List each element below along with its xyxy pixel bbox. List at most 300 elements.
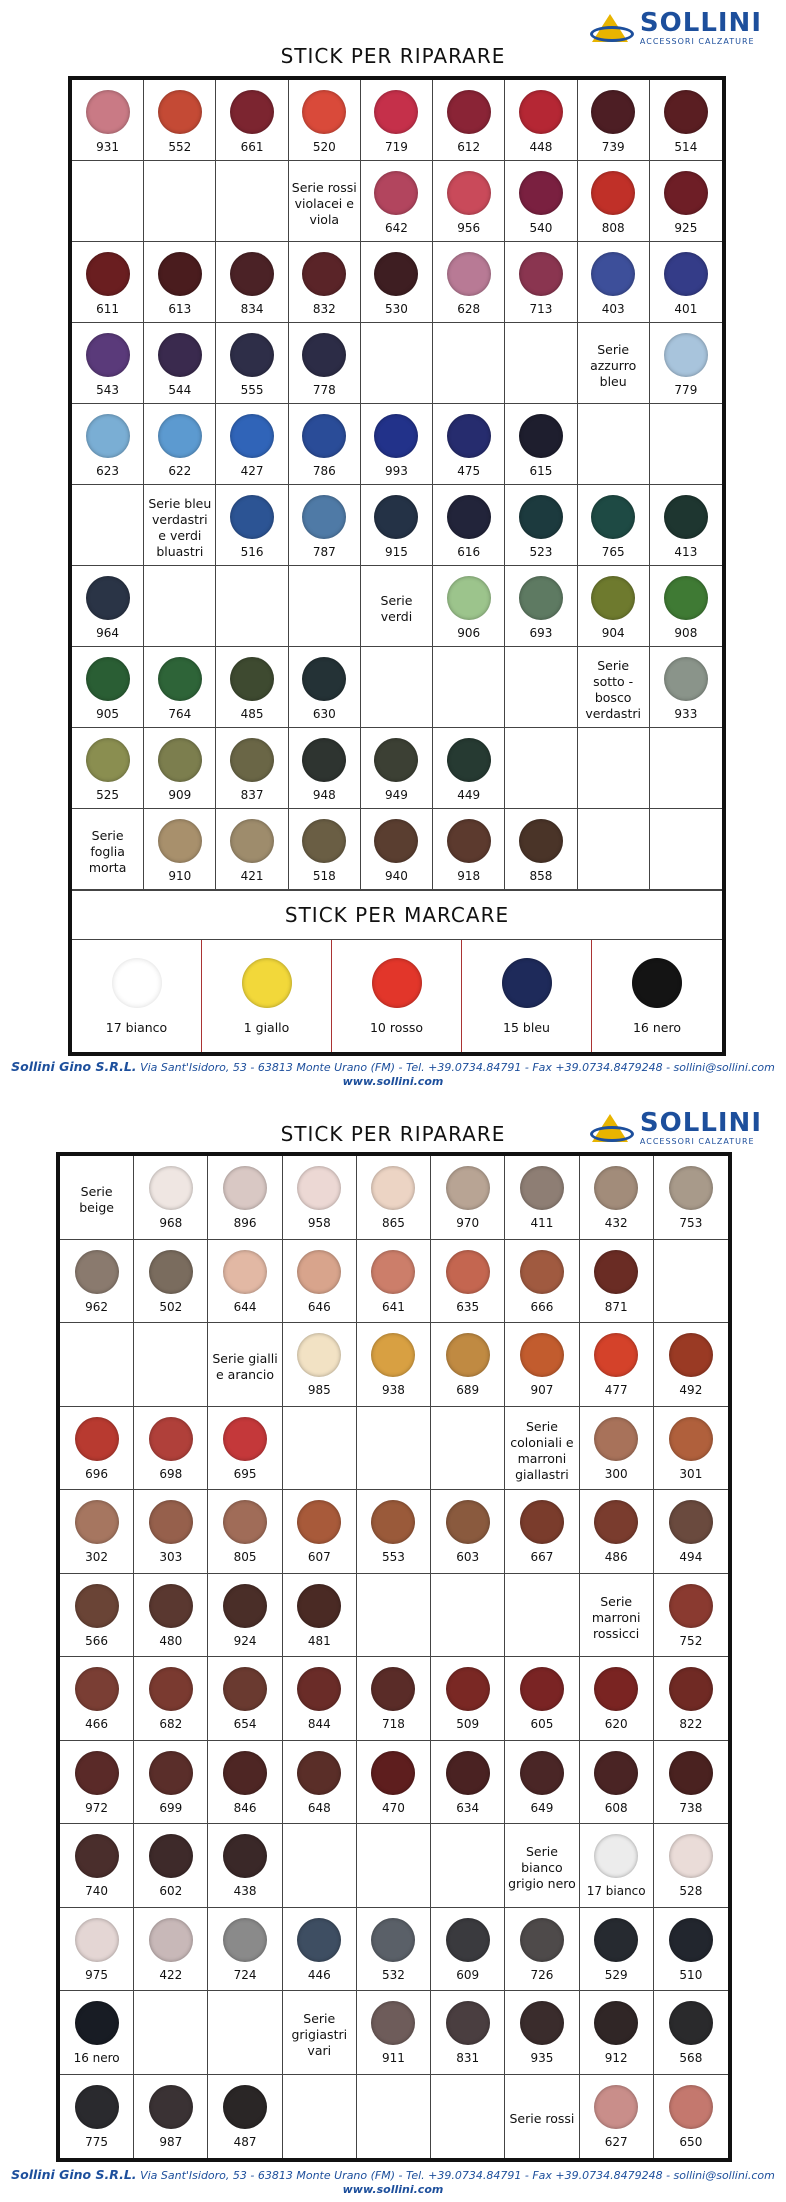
color-code: 568	[679, 2051, 703, 2065]
color-code: 834	[240, 302, 264, 316]
color-swatch	[632, 958, 682, 1008]
swatch-cell	[357, 1991, 431, 2075]
color-swatch	[664, 333, 708, 377]
color-code: 630	[312, 707, 336, 721]
swatch-cell	[580, 1407, 654, 1491]
swatch-cell	[580, 1991, 654, 2075]
color-swatch	[371, 1500, 415, 1544]
color-code: 786	[312, 464, 336, 478]
color-swatch	[230, 495, 274, 539]
color-code: 613	[168, 302, 192, 316]
color-code: 1 giallo	[243, 1020, 290, 1035]
color-swatch	[112, 958, 162, 1008]
color-code: 15 bleu	[503, 1020, 550, 1035]
color-swatch	[374, 252, 418, 296]
empty-cell	[72, 485, 144, 566]
color-code: 726	[530, 1967, 554, 1982]
color-code: 609	[456, 1967, 480, 1982]
swatch-cell	[60, 1574, 134, 1658]
color-swatch	[669, 2001, 713, 2045]
color-code: 718	[382, 1717, 405, 1731]
swatch-cell	[283, 1574, 357, 1658]
color-swatch	[446, 1667, 490, 1711]
series-label-cell	[361, 566, 433, 647]
color-swatch	[520, 2001, 564, 2045]
swatch-cell	[208, 1657, 282, 1741]
swatch-cell	[505, 242, 577, 323]
logo-sub: ACCESSORI CALZATURE	[639, 37, 755, 46]
swatch-cell	[289, 323, 361, 404]
color-code: 540	[529, 221, 553, 235]
swatch-cell	[208, 1574, 282, 1658]
color-swatch	[223, 1584, 267, 1628]
footer-company: Sollini Gino S.R.L.	[11, 1059, 137, 1074]
footer-address: Via Sant'Isidoro, 53 - 63813 Monte Urano (FM) - Tel. +39.0734.84791 - Fax +39.0734.8479248 - sollini@sollini.com	[140, 2169, 775, 2182]
color-swatch	[230, 657, 274, 701]
color-code: 552	[168, 140, 192, 154]
color-swatch	[297, 1250, 341, 1294]
color-code: 993	[385, 464, 408, 478]
marcare-cell	[332, 940, 462, 1052]
color-swatch	[149, 1417, 193, 1461]
color-code: 646	[307, 1299, 331, 1314]
color-code: 475	[457, 464, 481, 478]
color-code: 628	[457, 302, 481, 316]
color-code: 805	[233, 1550, 257, 1564]
swatch-cell	[144, 728, 216, 809]
color-code: 924	[233, 1633, 257, 1648]
color-code: 752	[679, 1633, 703, 1648]
color-swatch	[297, 1500, 341, 1544]
series-label: Serie gialli e arancio	[212, 1351, 278, 1383]
swatch-cell	[216, 242, 288, 323]
color-code: 528	[679, 1884, 703, 1898]
color-swatch	[75, 1667, 119, 1711]
color-swatch	[591, 495, 635, 539]
color-swatch	[86, 252, 130, 296]
color-code: 753	[679, 1216, 703, 1230]
swatch-cell	[650, 323, 722, 404]
swatch-cell	[578, 80, 650, 161]
color-swatch	[594, 1417, 638, 1461]
swatch-cell	[208, 1824, 282, 1908]
footer-address: Via Sant'Isidoro, 53 - 63813 Monte Urano (FM) - Tel. +39.0734.84791 - Fax +39.0734.8479248 - sollini@sollini.com	[140, 1061, 775, 1074]
empty-cell	[431, 1824, 505, 1908]
color-code: 514	[674, 140, 698, 154]
color-swatch	[371, 1166, 415, 1210]
color-swatch	[75, 1918, 119, 1962]
swatch-cell	[433, 566, 505, 647]
series-label-cell	[580, 1574, 654, 1658]
color-code: 778	[312, 383, 336, 397]
color-code: 724	[233, 1967, 257, 1982]
color-code: 413	[674, 545, 698, 559]
swatch-cell	[134, 1741, 208, 1825]
color-code: 16 nero	[73, 2051, 120, 2065]
color-swatch	[594, 1834, 638, 1878]
color-swatch	[446, 1751, 490, 1795]
footer-website[interactable]: www.sollini.com	[342, 1075, 444, 1088]
color-swatch	[669, 1918, 713, 1962]
marcare-title: STICK PER MARCARE	[72, 890, 722, 940]
color-swatch	[502, 958, 552, 1008]
swatch-cell	[580, 1657, 654, 1741]
color-code: 401	[674, 302, 698, 316]
color-swatch	[446, 2001, 490, 2045]
swatch-cell	[654, 1741, 728, 1825]
empty-cell	[361, 323, 433, 404]
swatch-cell	[60, 1741, 134, 1825]
color-code: 516	[240, 545, 264, 559]
swatch-cell	[361, 161, 433, 242]
color-swatch	[594, 1250, 638, 1294]
color-code: 713	[529, 302, 553, 316]
color-swatch	[86, 657, 130, 701]
swatch-cell	[208, 2075, 282, 2159]
empty-cell	[650, 809, 722, 890]
color-swatch	[591, 171, 635, 215]
swatch-cell	[357, 1741, 431, 1825]
color-swatch	[223, 1250, 267, 1294]
color-swatch	[591, 90, 635, 134]
swatch-cell	[134, 1490, 208, 1574]
color-code: 933	[674, 707, 698, 721]
swatch-cell	[505, 80, 577, 161]
series-label-cell	[144, 485, 216, 566]
color-code: 938	[382, 1383, 405, 1397]
color-code: 661	[240, 140, 264, 154]
swatch-frame	[56, 1152, 732, 2162]
color-swatch	[669, 1166, 713, 1210]
color-swatch	[594, 1166, 638, 1210]
series-label-cell	[208, 1323, 282, 1407]
swatch-cell	[431, 1240, 505, 1324]
color-swatch	[669, 1500, 713, 1544]
color-swatch	[86, 90, 130, 134]
color-code: 529	[604, 1967, 628, 1982]
swatch-cell	[431, 1490, 505, 1574]
color-code: 494	[679, 1550, 703, 1564]
swatch-cell	[134, 1657, 208, 1741]
swatch-cell	[208, 1741, 282, 1825]
color-code: 689	[456, 1383, 480, 1397]
color-code: 518	[312, 869, 336, 883]
color-swatch	[158, 252, 202, 296]
swatch-cell	[650, 242, 722, 323]
color-swatch	[297, 1751, 341, 1795]
swatch-cell	[361, 728, 433, 809]
swatch-cell	[654, 2075, 728, 2159]
color-swatch	[519, 414, 563, 458]
color-swatch	[371, 1667, 415, 1711]
color-code: 466	[85, 1717, 109, 1731]
swatch-cell	[72, 404, 144, 485]
swatch-cell	[650, 485, 722, 566]
series-label: Serie rossi violacei e viola	[291, 180, 357, 227]
color-swatch	[223, 1166, 267, 1210]
swatch-cell	[283, 1323, 357, 1407]
swatch-cell	[60, 1908, 134, 1992]
color-code: 481	[307, 1633, 331, 1648]
color-swatch	[158, 657, 202, 701]
marcare-cell	[202, 940, 332, 1052]
swatch-cell	[505, 1741, 579, 1825]
color-code: 775	[85, 2134, 109, 2149]
color-swatch	[519, 576, 563, 620]
swatch-cell	[433, 485, 505, 566]
color-code: 740	[85, 1884, 109, 1898]
color-swatch	[669, 2085, 713, 2129]
swatch-cell	[289, 647, 361, 728]
color-code: 17 bianco	[105, 1020, 168, 1035]
swatch-cell	[431, 1991, 505, 2075]
color-swatch	[519, 495, 563, 539]
swatch-cell	[505, 1908, 579, 1992]
color-swatch	[446, 1918, 490, 1962]
series-label-cell	[578, 647, 650, 728]
color-code: 918	[457, 869, 481, 883]
color-code: 635	[456, 1299, 480, 1314]
color-code: 510	[679, 1967, 703, 1982]
empty-cell	[134, 1991, 208, 2075]
color-swatch	[591, 576, 635, 620]
color-swatch	[230, 738, 274, 782]
color-swatch	[297, 1667, 341, 1711]
swatch-cell	[289, 728, 361, 809]
swatch-grid	[60, 1156, 728, 2158]
color-swatch	[230, 90, 274, 134]
swatch-cell	[578, 566, 650, 647]
color-swatch	[302, 819, 346, 863]
color-code: 948	[312, 788, 336, 802]
logo-emblem-icon	[590, 12, 634, 44]
color-swatch	[158, 333, 202, 377]
color-code: 422	[159, 1967, 183, 1982]
swatch-cell	[283, 1240, 357, 1324]
swatch-cell	[72, 323, 144, 404]
empty-cell	[433, 323, 505, 404]
color-code: 523	[529, 545, 553, 559]
color-code: 909	[168, 788, 192, 802]
swatch-cell	[144, 647, 216, 728]
swatch-cell	[60, 1407, 134, 1491]
color-swatch	[75, 2085, 119, 2129]
color-swatch	[230, 252, 274, 296]
color-code: 837	[240, 788, 264, 802]
swatch-cell	[431, 1908, 505, 1992]
color-code: 987	[159, 2134, 183, 2149]
color-code: 492	[679, 1383, 703, 1397]
swatch-cell	[60, 1240, 134, 1324]
color-swatch	[149, 1584, 193, 1628]
empty-cell	[357, 1574, 431, 1658]
color-code: 607	[307, 1550, 331, 1564]
empty-cell	[283, 1824, 357, 1908]
color-swatch	[302, 414, 346, 458]
color-swatch	[447, 252, 491, 296]
empty-cell	[431, 2075, 505, 2159]
color-code: 739	[601, 140, 625, 154]
color-code: 480	[159, 1633, 183, 1648]
empty-cell	[650, 404, 722, 485]
swatch-cell	[578, 242, 650, 323]
color-code: 644	[233, 1299, 257, 1314]
color-swatch	[149, 2085, 193, 2129]
color-swatch	[664, 495, 708, 539]
swatch-cell	[361, 80, 433, 161]
color-swatch	[591, 252, 635, 296]
empty-cell	[134, 1323, 208, 1407]
color-code: 693	[529, 626, 553, 640]
color-swatch	[302, 333, 346, 377]
color-swatch	[149, 1667, 193, 1711]
color-swatch	[446, 1166, 490, 1210]
color-swatch	[447, 576, 491, 620]
color-code: 543	[96, 383, 120, 397]
swatch-cell	[72, 80, 144, 161]
series-label: Serie rossi	[509, 2111, 575, 2127]
swatch-cell	[72, 242, 144, 323]
color-code: 915	[385, 545, 408, 559]
color-swatch	[372, 958, 422, 1008]
empty-cell	[505, 647, 577, 728]
swatch-cell	[134, 2075, 208, 2159]
color-code: 931	[96, 140, 120, 154]
swatch-cell	[433, 728, 505, 809]
swatch-cell	[580, 1490, 654, 1574]
swatch-cell	[505, 1240, 579, 1324]
color-swatch	[519, 171, 563, 215]
color-swatch	[75, 1250, 119, 1294]
color-swatch	[75, 2001, 119, 2045]
color-code: 911	[382, 2051, 405, 2065]
color-swatch	[594, 1667, 638, 1711]
swatch-cell	[580, 1824, 654, 1908]
swatch-frame	[68, 76, 726, 1056]
color-swatch	[86, 333, 130, 377]
empty-cell	[216, 161, 288, 242]
swatch-cell	[216, 323, 288, 404]
color-code: 566	[85, 1633, 109, 1648]
color-code: 615	[529, 464, 553, 478]
swatch-cell	[580, 1741, 654, 1825]
color-code: 896	[233, 1216, 257, 1230]
swatch-cell	[650, 80, 722, 161]
swatch-cell	[580, 1156, 654, 1240]
color-code: 432	[604, 1216, 628, 1230]
color-swatch	[374, 171, 418, 215]
logo-sub: ACCESSORI CALZATURE	[639, 1137, 755, 1146]
empty-cell	[431, 1407, 505, 1491]
swatch-cell	[60, 1657, 134, 1741]
color-code: 602	[159, 1884, 183, 1898]
color-code: 985	[307, 1383, 331, 1397]
color-swatch	[223, 1667, 267, 1711]
swatch-cell	[144, 323, 216, 404]
color-swatch	[86, 576, 130, 620]
series-label: Serie azzurro bleu	[590, 342, 637, 389]
swatch-cell	[289, 80, 361, 161]
empty-cell	[578, 809, 650, 890]
color-swatch	[594, 1751, 638, 1795]
swatch-cell	[578, 485, 650, 566]
series-label: Serie coloniali e marroni giallastri	[510, 1418, 574, 1482]
swatch-cell	[283, 1657, 357, 1741]
swatch-cell	[60, 1991, 134, 2075]
color-code: 667	[530, 1550, 554, 1564]
empty-cell	[505, 728, 577, 809]
color-swatch	[158, 414, 202, 458]
swatch-cell	[505, 161, 577, 242]
swatch-cell	[134, 1240, 208, 1324]
swatch-cell	[289, 485, 361, 566]
series-label: Serie sotto - bosco verdastri	[585, 658, 641, 721]
swatch-cell	[357, 1908, 431, 1992]
color-code: 910	[168, 869, 192, 883]
color-swatch	[297, 1166, 341, 1210]
color-code: 10 rosso	[369, 1020, 424, 1035]
color-code: 403	[601, 302, 625, 316]
color-code: 904	[601, 626, 625, 640]
swatch-cell	[289, 809, 361, 890]
swatch-cell	[357, 1156, 431, 1240]
color-code: 300	[604, 1466, 628, 1481]
color-swatch	[669, 1333, 713, 1377]
swatch-cell	[433, 809, 505, 890]
color-swatch	[669, 1751, 713, 1795]
color-code: 603	[456, 1550, 480, 1564]
color-code: 654	[233, 1717, 257, 1731]
empty-cell	[357, 2075, 431, 2159]
color-code: 477	[604, 1383, 628, 1397]
color-swatch	[230, 819, 274, 863]
color-code: 486	[604, 1550, 628, 1564]
color-swatch	[520, 1751, 564, 1795]
swatch-cell	[578, 161, 650, 242]
swatch-cell	[216, 485, 288, 566]
series-label-cell	[505, 1824, 579, 1908]
swatch-cell	[144, 404, 216, 485]
footer-website[interactable]: www.sollini.com	[342, 2183, 444, 2196]
swatch-cell	[654, 1657, 728, 1741]
color-code: 787	[312, 545, 336, 559]
swatch-cell	[505, 1156, 579, 1240]
color-swatch	[371, 2001, 415, 2045]
swatch-cell	[208, 1407, 282, 1491]
color-code: 622	[168, 464, 192, 478]
marcare-cell	[462, 940, 592, 1052]
swatch-cell	[208, 1490, 282, 1574]
color-swatch	[297, 1918, 341, 1962]
color-code: 487	[233, 2134, 257, 2149]
color-swatch	[446, 1333, 490, 1377]
swatch-cell	[216, 809, 288, 890]
color-swatch	[158, 90, 202, 134]
color-code: 949	[385, 788, 408, 802]
swatch-cell	[431, 1156, 505, 1240]
empty-cell	[431, 1574, 505, 1658]
color-code: 695	[233, 1466, 257, 1481]
color-swatch	[520, 1250, 564, 1294]
swatch-cell	[580, 1323, 654, 1407]
color-code: 411	[530, 1216, 554, 1230]
color-code: 832	[312, 302, 336, 316]
swatch-cell	[580, 1240, 654, 1324]
color-swatch	[374, 414, 418, 458]
empty-cell	[505, 323, 577, 404]
color-swatch	[149, 1751, 193, 1795]
swatch-cell	[431, 1657, 505, 1741]
